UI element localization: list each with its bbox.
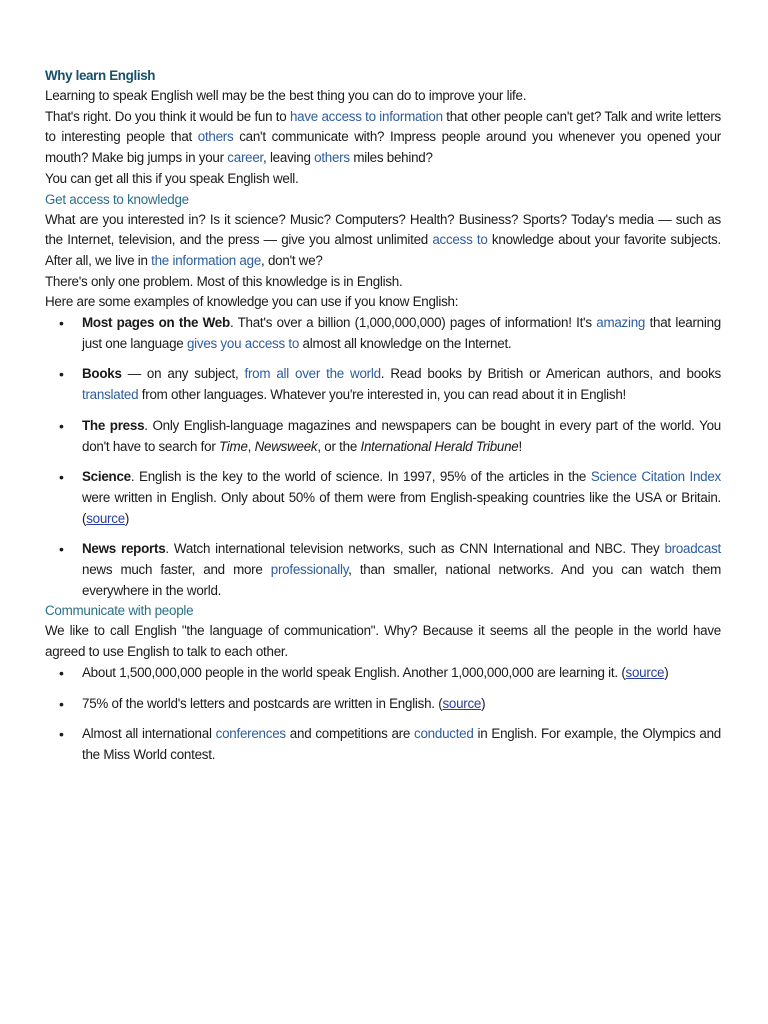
vocab-link-information-age[interactable]: the information age <box>151 252 262 268</box>
text-run: , or the <box>317 438 361 454</box>
text-run: that other people can't get? Talk and write letters to interesting people that <box>45 108 721 145</box>
bullet-icon: • <box>59 664 64 681</box>
examples-intro-paragraph: Here are some examples of knowledge you can use if you know English: <box>45 294 459 310</box>
text-run: , leaving <box>263 150 315 166</box>
list-item-title: Science <box>82 469 131 485</box>
text-run: miles behind? <box>349 150 433 166</box>
vocab-link-science-citation-index[interactable]: Science Citation Index <box>590 469 721 485</box>
bullet-icon: • <box>59 417 64 434</box>
text-run: . Watch international television networks, such as CNN International and NBC. They <box>165 541 665 557</box>
text-run: About 1,500,000,000 people in the world speak English. Another 1,000,000,000 are learning it. ( <box>82 664 626 680</box>
vocab-link-career[interactable]: career <box>227 150 264 166</box>
text-run: ! <box>518 438 522 454</box>
communication-paragraph: We like to call English "the language of communication". Why? Because it seems all the people in the world have agreed to use English to talk to each other. <box>45 623 721 660</box>
text-run: knowledge about your favorite subjects. After all, we live in <box>45 232 721 268</box>
bullet-icon: • <box>59 366 64 383</box>
text-run: ) <box>124 510 130 526</box>
list-item <box>45 539 721 601</box>
text-run: . Only English-language magazines and newspapers can be bought in every part of the world. You don't have to search for <box>82 417 721 454</box>
list-item-title: Books <box>82 366 122 382</box>
bullet-icon: • <box>59 695 64 712</box>
list-item <box>45 663 721 684</box>
text-run: and competitions are <box>285 726 415 742</box>
bullet-icon: • <box>59 541 64 558</box>
vocab-link-others[interactable]: others <box>197 129 234 145</box>
vocab-link-translated[interactable]: translated <box>82 387 139 403</box>
bullet-icon: • <box>59 726 64 743</box>
text-run: . English is the key to the world of science. In 1997, 95% of the articles in the <box>130 469 591 485</box>
text-run: were written in English. Only about 50% of them were from English-speaking countries like the USA or Britain. ( <box>82 489 721 526</box>
article-body <box>45 66 721 766</box>
vocab-link-broadcast[interactable]: broadcast <box>664 541 721 557</box>
list-item <box>45 313 721 354</box>
vocab-link-conducted[interactable]: conducted <box>414 726 474 742</box>
vocab-link-from-all-over[interactable]: from all over the world <box>244 366 381 382</box>
problem-paragraph: There's only one problem. Most of this knowledge is in English. <box>45 273 403 289</box>
section-heading-communicate: Communicate with people <box>45 603 194 619</box>
benefits-paragraph <box>45 107 721 169</box>
text-run: 75% of the world's letters and postcards are written in English. ( <box>82 695 443 711</box>
publication-title: Newsweek <box>254 438 318 454</box>
vocab-link-amazing[interactable]: amazing <box>596 315 646 331</box>
publication-title: International Herald Tribune <box>360 438 519 454</box>
vocab-link-professionally[interactable]: professionally <box>270 562 349 578</box>
source-link[interactable]: source <box>442 695 482 711</box>
text-run: from other languages. Whatever you're interested in, you can read about it in English! <box>138 387 627 403</box>
text-run: What are you interested in? Is it science? Music? Computers? Health? Business? Sports? Today's media — such as the Internet, television, and the press — give you almost unlimited <box>45 211 721 248</box>
text-run: news much faster, and more <box>82 562 271 578</box>
list-item-title: The press <box>82 417 145 433</box>
list-item <box>45 467 721 529</box>
bullet-icon: • <box>59 315 64 332</box>
source-link[interactable]: source <box>86 510 125 526</box>
vocab-link-access-to[interactable]: access to <box>432 232 488 248</box>
text-run: . Read books by British or American authors, and books <box>380 366 722 382</box>
knowledge-paragraph <box>45 210 721 272</box>
vocab-link-have-access[interactable]: have access to information <box>289 108 443 124</box>
text-run: , don't we? <box>261 252 323 268</box>
bullet-icon: • <box>59 469 64 486</box>
vocab-link-conferences[interactable]: conferences <box>215 726 286 742</box>
knowledge-examples-list <box>45 313 721 601</box>
text-run: — on any subject, <box>121 366 245 382</box>
text-run: Almost all international <box>82 726 216 742</box>
vocab-link-others-2[interactable]: others <box>314 150 350 166</box>
text-run: . That's over a billion (1,000,000,000) pages of information! It's <box>229 315 597 331</box>
vocab-link-gives-you-access[interactable]: gives you access to <box>186 335 300 351</box>
section-heading-knowledge: Get access to knowledge <box>45 191 189 207</box>
list-item <box>45 416 721 457</box>
list-item <box>45 724 721 765</box>
source-link[interactable]: source <box>625 664 665 680</box>
page-title: Why learn English <box>45 68 156 83</box>
text-run: , than smaller, national networks. And you can watch them everywhere in the world. <box>82 562 721 598</box>
intro-paragraph: Learning to speak English well may be the best thing you can do to improve your life. <box>45 88 527 103</box>
text-run: in English. For example, the Olympics and the Miss World contest. <box>82 726 721 762</box>
text-run: almost all knowledge on the Internet. <box>299 335 512 351</box>
text-run: ) <box>664 664 669 680</box>
text-run: , <box>247 438 255 454</box>
list-item <box>45 694 721 715</box>
list-item-title: Most pages on the Web <box>82 315 230 331</box>
communication-facts-list <box>45 663 721 766</box>
publication-title: Time <box>219 438 248 454</box>
text-run: that learning just one language <box>82 315 721 351</box>
text-run: can't communicate with? Impress people around you whenever you opened your mouth? Make big jumps in your <box>45 129 721 166</box>
summary-paragraph: You can get all this if you speak English well. <box>45 170 299 186</box>
list-item <box>45 364 721 405</box>
list-item-title: News reports <box>82 541 166 557</box>
text-run: ) <box>481 695 486 711</box>
text-run: That's right. Do you think it would be fun to <box>45 108 290 124</box>
